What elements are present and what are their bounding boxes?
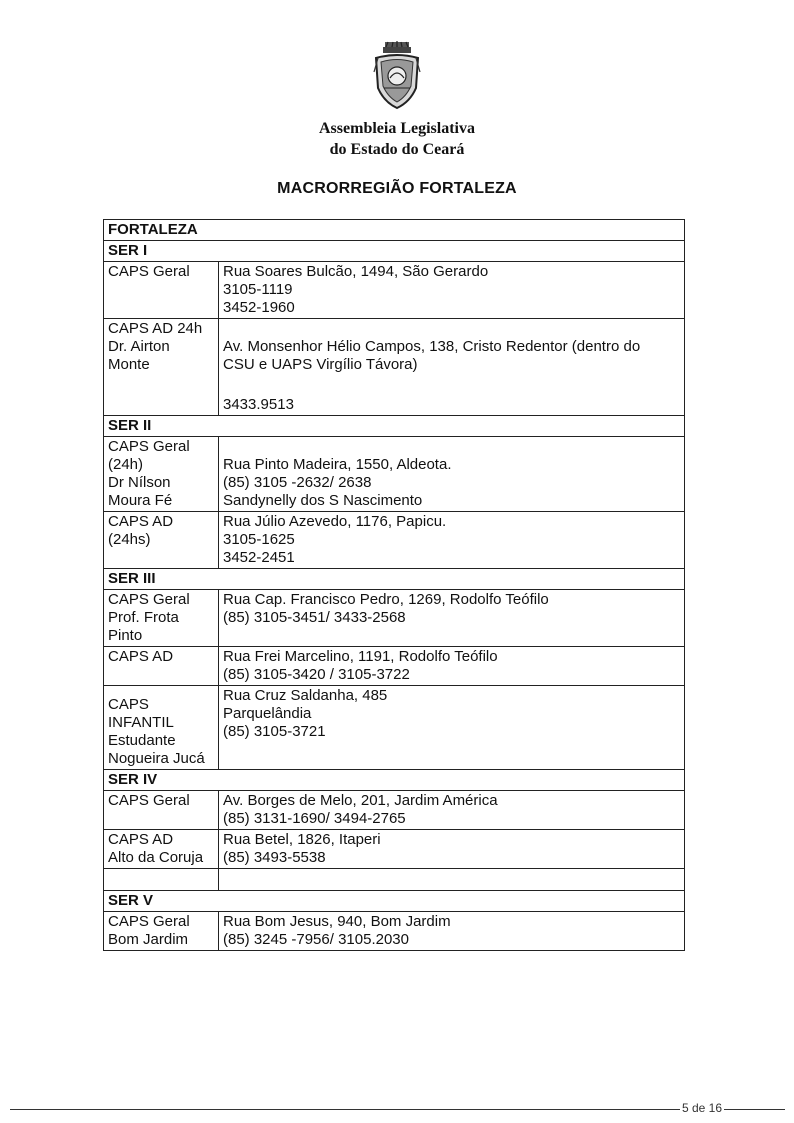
footer-rule <box>10 1109 785 1110</box>
unit-name: CAPS AD <box>108 648 174 665</box>
section-header-row <box>104 569 685 590</box>
empty-cell <box>104 869 219 891</box>
document-title: MACRORREGIÃO FORTALEZA <box>277 180 517 197</box>
unit-name-cell <box>104 912 219 951</box>
section-header-row <box>104 416 685 437</box>
unit-address: Rua Betel, 1826, Itaperi <box>223 831 381 848</box>
unit-name: CAPS Geral <box>108 591 190 608</box>
unit-info-cell <box>219 437 685 512</box>
unit-address: Rua Júlio Azevedo, 1176, Papicu. <box>223 513 447 530</box>
section-header-row <box>104 241 685 262</box>
unit-name: Alto da Coruja <box>108 849 204 866</box>
unit-phone: (85) 3493-5538 <box>223 849 326 866</box>
unit-address: Av. Monsenhor Hélio Campos, 138, Cristo Redentor (dentro do <box>223 338 641 355</box>
unit-address: Rua Bom Jesus, 940, Bom Jardim <box>223 913 451 930</box>
unit-address: Rua Soares Bulcão, 1494, São Gerardo <box>223 263 489 280</box>
unit-name: Monte <box>108 356 150 373</box>
unit-name: Prof. Frota <box>108 609 179 626</box>
unit-address: Rua Pinto Madeira, 1550, Aldeota. <box>223 456 452 473</box>
table-row <box>104 830 685 869</box>
unit-phone: 3105-1119 <box>223 281 293 298</box>
table-row <box>104 319 685 416</box>
page-number: 5 de 16 <box>681 1101 722 1115</box>
table-row <box>104 512 685 569</box>
unit-name-cell <box>104 590 219 647</box>
state-coat-of-arms-icon <box>370 38 424 112</box>
table-row <box>104 437 685 512</box>
unit-phone: (85) 3105-3451/ 3433-2568 <box>223 609 406 626</box>
unit-name: (24h) <box>108 456 144 473</box>
unit-contact: Sandynelly dos S Nascimento <box>223 492 423 509</box>
unit-address: Rua Cruz Saldanha, 485 <box>223 687 388 704</box>
unit-name: CAPS Geral <box>108 913 190 930</box>
unit-address: Av. Borges de Melo, 201, Jardim América <box>223 792 498 809</box>
section-header: SER IV <box>104 770 685 791</box>
empty-cell <box>219 869 685 891</box>
unit-phone: (85) 3105-3420 / 3105-3722 <box>223 666 410 683</box>
caps-directory-table <box>103 219 685 951</box>
table-row <box>104 647 685 686</box>
unit-phone: (85) 3105 -2632/ 2638 <box>223 474 372 491</box>
section-header: SER II <box>104 416 685 437</box>
unit-address: CSU e UAPS Virgílio Távora) <box>223 356 418 373</box>
section-header: SER V <box>104 891 685 912</box>
org-name-line1: Assembleia Legislativa <box>319 120 475 137</box>
unit-name-cell <box>104 262 219 319</box>
unit-phone: (85) 3245 -7956/ 3105.2030 <box>223 931 409 948</box>
unit-address: Parquelândia <box>223 705 312 722</box>
unit-name: CAPS AD <box>108 831 174 848</box>
unit-info-cell <box>219 512 685 569</box>
table-row <box>104 262 685 319</box>
region-header: FORTALEZA <box>104 220 685 241</box>
unit-info-cell <box>219 912 685 951</box>
unit-name: Dr Nílson <box>108 474 171 491</box>
unit-name-cell <box>104 437 219 512</box>
table-row <box>104 590 685 647</box>
unit-name-cell <box>104 686 219 770</box>
unit-info-cell <box>219 830 685 869</box>
table-row <box>104 912 685 951</box>
table-row <box>104 791 685 830</box>
unit-name: CAPS Geral <box>108 792 190 809</box>
unit-info-cell <box>219 262 685 319</box>
unit-name: Dr. Airton <box>108 338 170 355</box>
unit-name-cell <box>104 791 219 830</box>
unit-name: Nogueira Jucá <box>108 750 205 767</box>
section-header-row <box>104 891 685 912</box>
unit-address: Rua Cap. Francisco Pedro, 1269, Rodolfo Teófilo <box>223 591 549 608</box>
section-header: SER I <box>104 241 685 262</box>
table-row <box>104 686 685 770</box>
unit-name: Pinto <box>108 627 143 644</box>
unit-phone: (85) 3105-3721 <box>223 723 326 740</box>
unit-name: CAPS AD <box>108 513 174 530</box>
unit-name: CAPS Geral <box>108 263 190 280</box>
region-header-row <box>104 220 685 241</box>
unit-phone: 3105-1625 <box>223 531 295 548</box>
unit-address: Rua Frei Marcelino, 1191, Rodolfo Teófilo <box>223 648 498 665</box>
unit-name-cell <box>104 512 219 569</box>
letterhead <box>0 38 794 159</box>
unit-name: (24hs) <box>108 531 151 548</box>
org-name-line2: do Estado do Ceará <box>329 141 465 158</box>
unit-name: Estudante <box>108 732 176 749</box>
unit-phone: 3452-1960 <box>223 299 295 316</box>
unit-name-cell <box>104 647 219 686</box>
section-header: SER III <box>104 569 685 590</box>
unit-info-cell <box>219 686 685 770</box>
unit-info-cell <box>219 791 685 830</box>
unit-name-cell <box>104 830 219 869</box>
unit-info-cell <box>219 319 685 416</box>
unit-info-cell <box>219 647 685 686</box>
unit-name: CAPS Geral <box>108 438 190 455</box>
unit-phone: 3433.9513 <box>223 396 294 413</box>
unit-name: INFANTIL <box>108 714 174 731</box>
unit-phone: (85) 3131-1690/ 3494-2765 <box>223 810 406 827</box>
unit-info-cell <box>219 590 685 647</box>
spacer-row <box>104 869 685 891</box>
unit-name: CAPS <box>108 696 149 713</box>
unit-name: Bom Jardim <box>108 931 189 948</box>
unit-name: CAPS AD 24h <box>108 320 203 337</box>
section-header-row <box>104 770 685 791</box>
unit-phone: 3452-2451 <box>223 549 295 566</box>
unit-name-cell <box>104 319 219 416</box>
unit-name: Moura Fé <box>108 492 173 509</box>
